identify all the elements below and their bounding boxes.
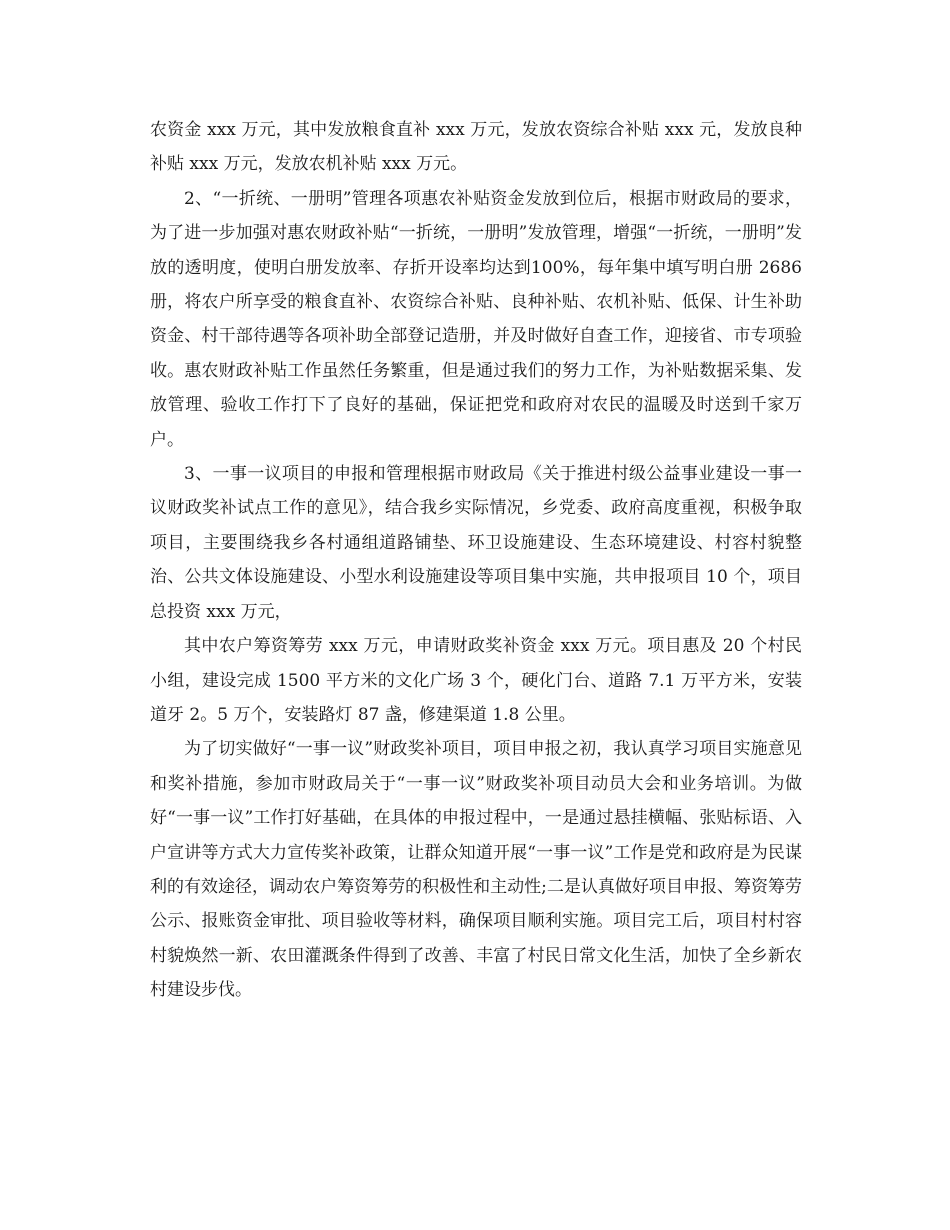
- paragraph-5: 为了切实做好“一事一议”财政奖补项目，项目申报之初，我认真学习项目实施意见和奖补措施，参加市财政局关于“一事一议”财政奖补项目动员大会和业务培训。为做好“一事一议”工作打好基础，在具体的申报过程中，一是通过悬挂横幅、张贴标语、入户宣讲等方式大力宣传奖补政策，让群众知道开展“一事一议”工作是党和政府是为民谋利的有效途径，调动农户筹资筹劳的积极性和主动性;二是认真做好项目申报、筹资筹劳公示、报账资金审批、项目验收等材料，确保项目顺利实施。项目完工后，项目村村容村貌焕然一新、农田灌溉条件得到了改善、丰富了村民日常文化生活，加快了全乡新农村建设步伐。: [150, 739, 802, 1001]
- paragraph-3: 3、一事一议项目的申报和管理根据市财政局《关于推进村级公益事业建设一事一议财政奖补试点工作的意见》，结合我乡实际情况，乡党委、政府高度重视，积极争取项目，主要围绕我乡各村通组道路铺垫、环卫设施建设、生态环境建设、村容村貌整治、公共文体设施建设、小型水利设施建设等项目集中实施，共申报项目 10 个，项目总投资 xxx 万元，: [150, 464, 802, 622]
- paragraph-2: 2、“一折统、一册明”管理各项惠农补贴资金发放到位后，根据市财政局的要求，为了进一步加强对惠农财政补贴“一折统，一册明”发放管理，增强“一折统，一册明”发放的透明度，使明白册发放率、存折开设率均达到100%，每年集中填写明白册 2686 册，将农户所享受的粮食直补、农资综合补贴、良种补贴、农机补贴、低保、计生补助资金、村干部待遇等各项补助全部登记造册，并及时做好自查工作，迎接省、市专项验收。惠农财政补贴工作虽然任务繁重，但是通过我们的努力工作，为补贴数据采集、发放管理、验收工作打下了良好的基础，保证把党和政府对农民的温暖及时送到千家万户。: [150, 188, 802, 450]
- paragraph-4: 其中农户筹资筹劳 xxx 万元，申请财政奖补资金 xxx 万元。项目惠及 20 个村民小组，建设完成 1500 平方米的文化广场 3 个，硬化门台、道路 7.1 万平方米，安装道牙 2。5 万个，安装路灯 87 盏，修建渠道 1.8 公里。: [150, 636, 802, 725]
- document-page: [150, 113, 802, 1008]
- paragraph-1: 农资金 xxx 万元，其中发放粮食直补 xxx 万元，发放农资综合补贴 xxx 元，发放良种补贴 xxx 万元，发放农机补贴 xxx 万元。: [150, 120, 802, 175]
